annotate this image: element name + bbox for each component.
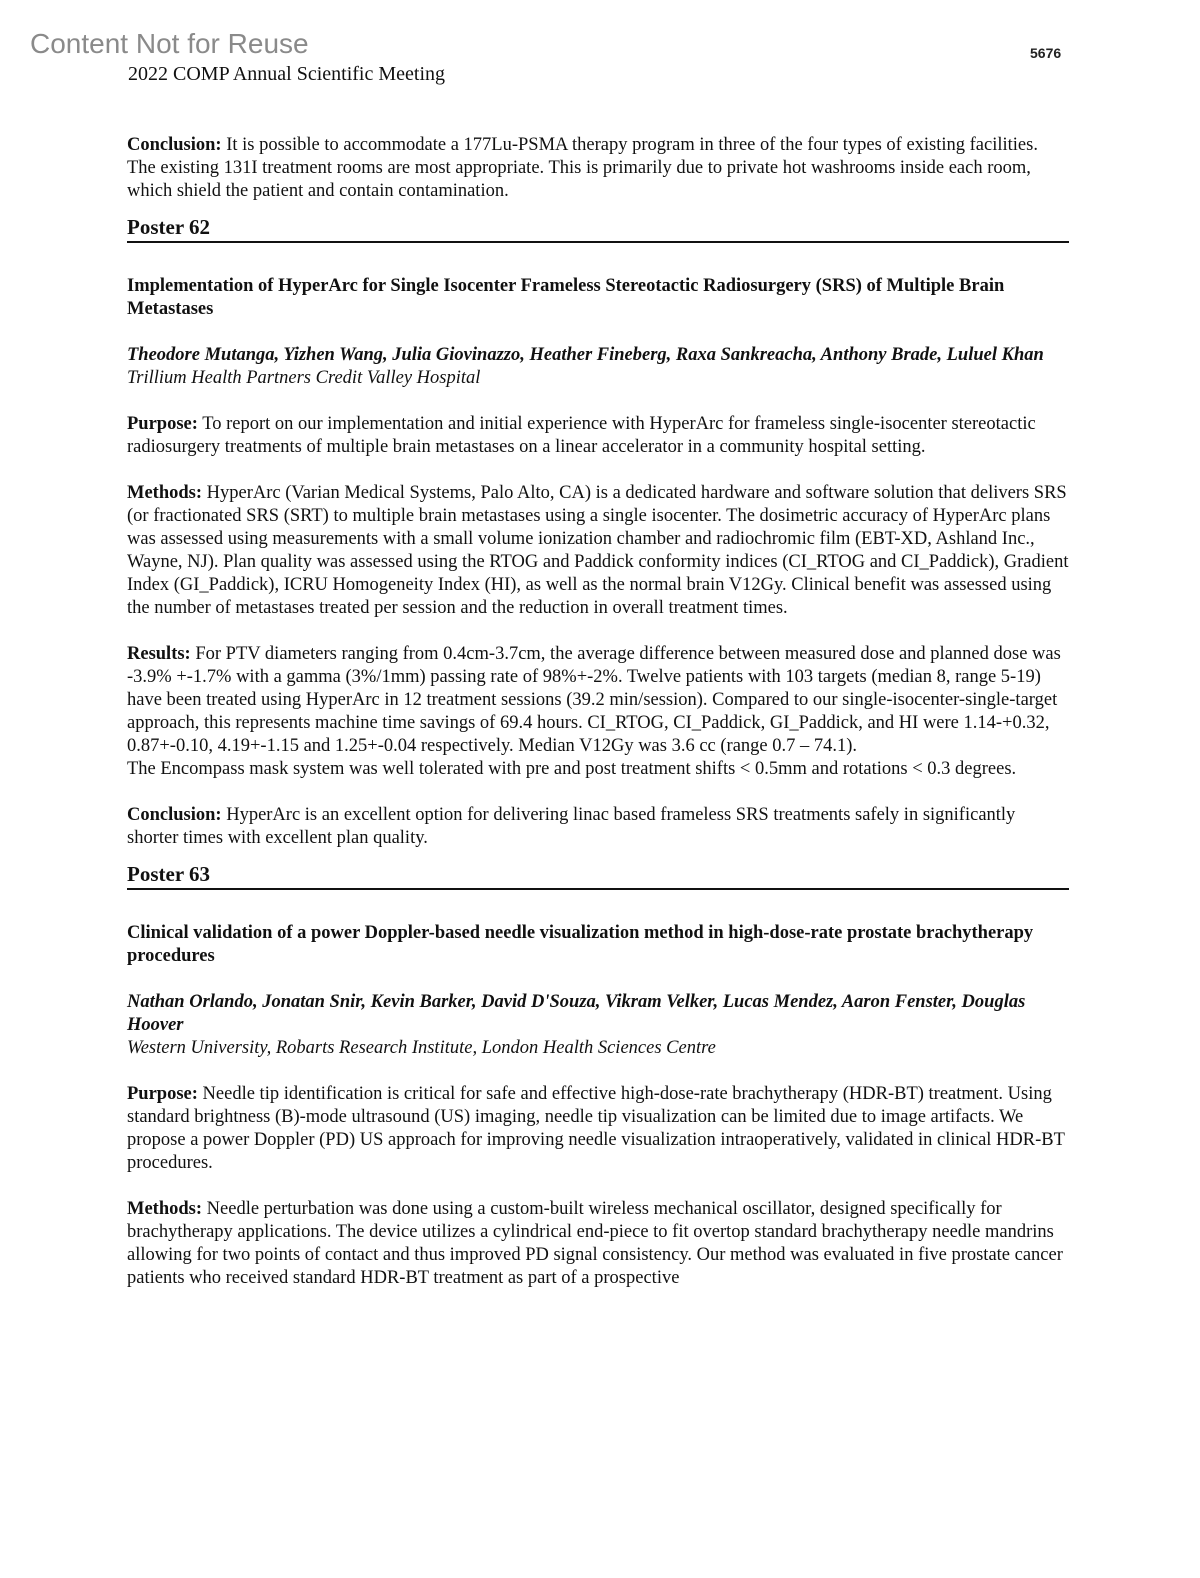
poster-62-conclusion [127,804,1069,850]
poster-62-results-text: For PTV diameters ranging from 0.4cm-3.7cm, the average difference between measured dose and planned dose was -3.9% +-1.7% with a gamma (3%/1mm) passing rate of 98%+-2%. Twelve patients with 103 targets (median 8, range 5-19) have been treated using HyperArc in 12 treatment sessions (39.2 min/session). Compared to our single-isocenter-single-target approach, this represents machine time savings of 69.4 hours. CI_RTOG, CI_Paddick, GI_Paddick, and HI were 1.14-+0.32, 0.87+-0.10, 4.19+-1.15 and 1.25+-0.04 respectively. Median V12Gy was 3.6 cc (range 0.7 – 74.1). [127,644,1061,756]
poster-62-authors: Theodore Mutanga, Yizhen Wang, Julia Giovinazzo, Heather Fineberg, Raxa Sankreacha, Anthony Brade, Luluel Khan [127,345,1044,365]
prev-conclusion-text: It is possible to accommodate a 177Lu-PSMA therapy program in three of the four types of existing facilities. The existing 131I treatment rooms are most appropriate. This is primarily due to private hot washrooms inside each room, which shield the patient and contain contamination. [127,135,1038,201]
poster-63-title: Clinical validation of a power Doppler-based needle visualization method in high-dose-rate prostate brachytherapy procedures [127,923,1034,966]
poster-62-purpose [127,413,1069,459]
poster-63-authors: Nathan Orlando, Jonatan Snir, Kevin Barker, David D'Souza, Vikram Velker, Lucas Mendez, Aaron Fenster, Douglas Hoover [127,992,1026,1035]
poster-63-purpose-label: Purpose: [127,1084,198,1104]
poster-62-conclusion-label: Conclusion: [127,805,222,825]
page-number: 5676 [1030,45,1062,61]
poster-62-methods-label: Methods: [127,483,203,503]
poster-63-purpose [127,1083,1069,1175]
prev-conclusion [127,134,1069,203]
page-content [127,134,1069,1290]
watermark: Content Not for Reuse [30,28,309,59]
poster-62-results [127,643,1069,758]
poster-62-methods-text: HyperArc (Varian Medical Systems, Palo Alto, CA) is a dedicated hardware and software solution that delivers SRS (or fractionated SRS (SRT) to multiple brain metastases using a single isocenter. The dosimetric accuracy of HyperArc plans was assessed using measurements with a small volume ionization chamber and radiochromic film (EBT-XD, Ashland Inc., Wayne, NJ). Plan quality was assessed using the RTOG and Paddick conformity indices (CI_RTOG and CI_Paddick), Gradient Index (GI_Paddick), ICRU Homogeneity Index (HI), as well as the normal brain V12Gy. Clinical benefit was assessed using the number of metastases treated per session and the reduction in overall treatment times. [127,483,1069,618]
poster-62-results-label: Results: [127,644,191,664]
poster-63-affiliation: Western University, Robarts Research Institute, London Health Sciences Centre [127,1038,716,1058]
poster-62-purpose-label: Purpose: [127,414,198,434]
poster-63-heading: Poster 63 [127,861,1069,890]
poster-63-methods-label: Methods: [127,1199,203,1219]
poster-63-methods [127,1198,1069,1290]
poster-62-affiliation: Trillium Health Partners Credit Valley Hospital [127,368,481,388]
poster-62-heading: Poster 62 [127,214,1069,243]
prev-conclusion-label: Conclusion: [127,135,222,155]
poster-62-results-extra: The Encompass mask system was well tolerated with pre and post treatment shifts < 0.5mm and rotations < 0.3 degrees. [127,759,1017,779]
meeting-header: 2022 COMP Annual Scientific Meeting [128,63,446,85]
poster-62-conclusion-text: HyperArc is an excellent option for delivering linac based frameless SRS treatments safely in significantly shorter times with excellent plan quality. [127,805,1016,848]
poster-62-purpose-text: To report on our implementation and initial experience with HyperArc for frameless single-isocenter stereotactic radiosurgery treatments of multiple brain metastases on a linear accelerator in a community hospital setting. [127,414,1036,457]
poster-63-methods-text: Needle perturbation was done using a custom-built wireless mechanical oscillator, designed specifically for brachytherapy applications. The device utilizes a cylindrical end-piece to fit overtop standard brachytherapy needle mandrins allowing for two points of contact and thus improved PD signal consistency. Our method was evaluated in five prostate cancer patients who received standard HDR-BT treatment as part of a prospective [127,1199,1063,1288]
poster-62-title: Implementation of HyperArc for Single Isocenter Frameless Stereotactic Radiosurgery (SRS) of Multiple Brain Metastases [127,276,1005,319]
poster-62-methods [127,482,1069,620]
poster-63-purpose-text: Needle tip identification is critical for safe and effective high-dose-rate brachytherapy (HDR-BT) treatment. Using standard brightness (B)-mode ultrasound (US) imaging, needle tip visualization can be limited due to image artifacts. We propose a power Doppler (PD) US approach for improving needle visualization intraoperatively, validated in clinical HDR-BT procedures. [127,1084,1065,1173]
